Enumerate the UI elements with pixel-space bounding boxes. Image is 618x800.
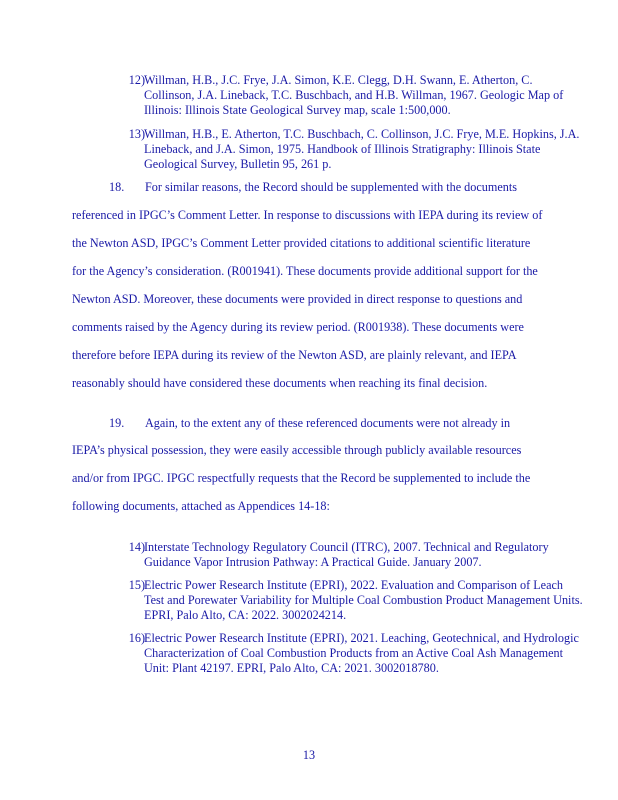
paragraph-18-line: for the Agency’s consideration. (R001941). These documents provide additional support for the (72, 264, 538, 278)
reference-item-14 (125, 540, 585, 570)
reference-item-15 (125, 578, 585, 623)
page-number: 13 (302, 748, 316, 762)
paragraph-18-number: 18. (109, 180, 125, 194)
paragraph-18-line: For similar reasons, the Record should be supplemented with the documents (145, 180, 517, 194)
reference-item-16 (125, 631, 585, 676)
reference-text: Willman, H.B., E. Atherton, T.C. Buschbach, C. Collinson, J.C. Frye, M.E. Hopkins, J.A. Lineback, and J.A. Simon, 1975. Handbook of Illinois Stratigraphy: Illinois State Geological Survey, Bulletin 95, 261 p. (144, 127, 580, 171)
paragraph-19-line: and/or from IPGC. IPGC respectfully requests that the Record be supplemented to include the (72, 471, 531, 485)
paragraph-19-line: IEPA’s physical possession, they were easily accessible through publicly available resources (72, 443, 522, 457)
reference-number: 12) (128, 73, 145, 87)
reference-text: Electric Power Research Institute (EPRI), 2021. Leaching, Geotechnical, and Hydrologic Characterization of Coal Combustion Products from an Active Coal Ash Management Unit: Plant 42197. EPRI, Palo Alto, CA: 2021. 3002018780. (144, 631, 579, 675)
paragraph-19-line: Again, to the extent any of these referenced documents were not already in (145, 416, 511, 430)
reference-item-13 (125, 127, 585, 172)
reference-number: 15) (128, 578, 145, 592)
paragraph-19-number: 19. (109, 416, 125, 430)
paragraph-18-line: referenced in IPGC’s Comment Letter. In response to discussions with IEPA during its review of (72, 208, 543, 222)
paragraph-18-line: the Newton ASD, IPGC’s Comment Letter provided citations to additional scientific literature (72, 236, 531, 250)
reference-number: 16) (128, 631, 145, 645)
reference-text: Willman, H.B., J.C. Frye, J.A. Simon, K.E. Clegg, D.H. Swann, E. Atherton, C. Collinson, J.A. Lineback, T.C. Buschbach, and H.B. Willman, 1967. Geologic Map of Illinois: Illinois State Geological Survey map, scale 1:500,000. (144, 73, 564, 117)
reference-item-12 (125, 73, 585, 118)
reference-number: 13) (128, 127, 145, 141)
reference-number: 14) (128, 540, 145, 554)
paragraph-19-line: following documents, attached as Appendices 14-18: (72, 499, 330, 513)
reference-text: Electric Power Research Institute (EPRI), 2022. Evaluation and Comparison of Leach Test and Porewater Variability for Multiple Coal Combustion Product Management Units. EPRI, Palo Alto, CA: 2022. 3002024214. (144, 578, 583, 622)
paragraph-18-line: comments raised by the Agency during its review period. (R001938). These documents were (72, 320, 524, 334)
paragraph-18-line: reasonably should have considered these documents when reaching its final decision. (72, 376, 488, 390)
paragraph-18-line: Newton ASD. Moreover, these documents were provided in direct response to questions and (72, 292, 523, 306)
paragraph-18-line: therefore before IEPA during its review of the Newton ASD, are plainly relevant, and IEPA (72, 348, 517, 362)
reference-text: Interstate Technology Regulatory Council (ITRC), 2007. Technical and Regulatory Guidance Vapor Intrusion Pathway: A Practical Guide. January 2007. (144, 540, 549, 569)
